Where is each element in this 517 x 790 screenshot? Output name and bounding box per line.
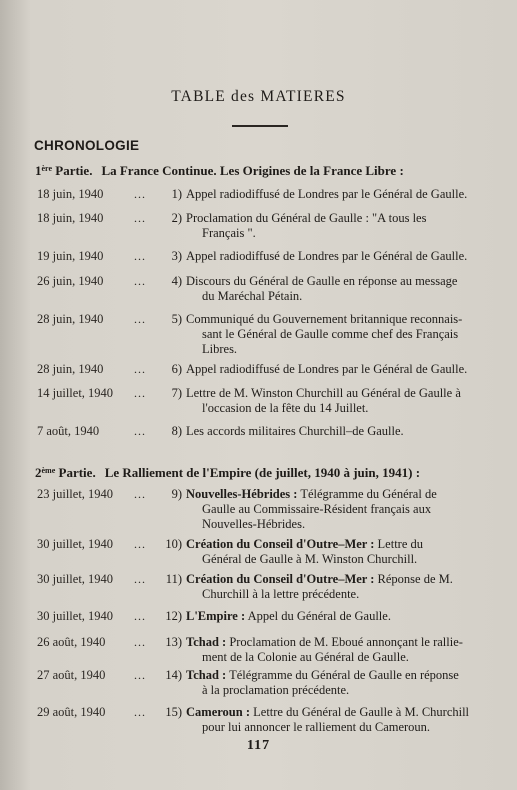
- toc-entry: [0, 487, 517, 535]
- entry-number: 10): [165, 537, 182, 551]
- entry-date: 30 juillet, 1940: [37, 572, 114, 586]
- entry-line-1: Télégramme du Général de: [297, 487, 437, 501]
- part-2-label: Partie.: [58, 465, 96, 480]
- entry-line-1: Communiqué du Gouvernement britannique reconnais-: [186, 312, 463, 326]
- entry-date: 30 juillet, 1940: [37, 609, 114, 623]
- entry-date: 28 juin, 1940: [37, 312, 104, 326]
- toc-entry: [0, 274, 517, 314]
- toc-entry: [0, 424, 517, 464]
- entry-line-1: Appel du Général de Gaulle.: [245, 609, 391, 623]
- entry-description: [186, 609, 476, 624]
- entry-number: 14): [165, 668, 182, 682]
- entry-description: [186, 487, 476, 532]
- entry-line-1: Discours du Général de Gaulle en réponse au message: [186, 274, 458, 288]
- entry-date: 28 juin, 1940: [37, 362, 104, 376]
- entry-line-2: du Maréchal Pétain.: [202, 289, 303, 303]
- toc-entry: [0, 211, 517, 251]
- entry-date: 29 août, 1940: [37, 705, 106, 719]
- part-1-ordinal: ère: [41, 164, 53, 173]
- entry-number: 4): [171, 274, 182, 288]
- page-number: 117: [246, 738, 271, 753]
- entry-number: 13): [165, 635, 182, 649]
- entry-heading: Tchad :: [186, 668, 227, 682]
- part-2-heading: [35, 465, 420, 481]
- entry-description: [186, 705, 476, 735]
- toc-entry: [0, 668, 517, 708]
- entry-line-2: à la proclamation précédente.: [202, 683, 350, 697]
- entry-line-1: Les accords militaires Churchill–de Gaulle.: [186, 424, 404, 438]
- entry-heading: L'Empire :: [186, 609, 246, 623]
- page-title: TABLE des MATIERES: [171, 88, 346, 105]
- entry-date: 26 août, 1940: [37, 635, 106, 649]
- entry-description: [186, 187, 476, 202]
- entry-number: 15): [165, 705, 182, 719]
- entry-line-1: Télégramme du Général de Gaulle en réponse: [226, 668, 459, 682]
- entry-description: [186, 362, 476, 377]
- leader-dots: ...: [134, 362, 146, 376]
- entry-number: 11): [165, 572, 182, 586]
- entry-description: [186, 312, 476, 357]
- entry-line-2: ment de la Colonie au Général de Gaulle.: [202, 650, 409, 664]
- entry-description: [186, 211, 476, 241]
- title-rule: [232, 125, 288, 127]
- part-1-number: 1: [35, 163, 42, 178]
- entry-line-2: Général de Gaulle à M. Winston Churchill.: [202, 552, 418, 566]
- toc-entry: [0, 572, 517, 612]
- leader-dots: ...: [134, 668, 146, 682]
- toc-entry: [0, 537, 517, 577]
- entry-heading: Tchad :: [186, 635, 227, 649]
- leader-dots: ...: [134, 211, 146, 225]
- entry-line-2: Churchill à la lettre précédente.: [202, 587, 360, 601]
- entry-description: [186, 668, 476, 698]
- leader-dots: ...: [134, 609, 146, 623]
- entry-description: [186, 537, 476, 567]
- leader-dots: ...: [134, 572, 146, 586]
- entry-line-1: Appel radiodiffusé de Londres par le Général de Gaulle.: [186, 362, 468, 376]
- entry-date: 30 juillet, 1940: [37, 537, 114, 551]
- entry-line-2: Gaulle au Commissaire-Résident français aux: [202, 502, 432, 516]
- entry-line-3: Libres.: [202, 342, 238, 356]
- entry-date: 18 juin, 1940: [37, 187, 104, 201]
- entry-heading: Nouvelles-Hébrides :: [186, 487, 298, 501]
- entry-date: 14 juillet, 1940: [37, 386, 114, 400]
- entry-date: 18 juin, 1940: [37, 211, 104, 225]
- entry-description: [186, 249, 476, 264]
- entry-date: 7 août, 1940: [37, 424, 100, 438]
- leader-dots: ...: [134, 635, 146, 649]
- part-2-title: Le Ralliement de l'Empire (de juillet, 1940 à juin, 1941) :: [104, 465, 421, 480]
- entry-date: 23 juillet, 1940: [37, 487, 114, 501]
- toc-entry: [0, 312, 517, 360]
- entry-line-1: Proclamation du Général de Gaulle : "A tous les: [186, 211, 427, 225]
- entry-line-1: Lettre du Général de Gaulle à M. Churchill: [250, 705, 470, 719]
- entry-number: 9): [171, 487, 182, 501]
- part-1-heading: [35, 163, 404, 179]
- entry-number: 6): [171, 362, 182, 376]
- entry-line-1: Lettre de M. Winston Churchill au Général de Gaulle à: [186, 386, 461, 400]
- entry-line-2: l'occasion de la fête du 14 Juillet.: [202, 401, 369, 415]
- part-1-label: Partie.: [55, 163, 93, 178]
- leader-dots: ...: [134, 312, 146, 326]
- leader-dots: ...: [134, 187, 146, 201]
- leader-dots: ...: [134, 487, 146, 501]
- leader-dots: ...: [134, 424, 146, 438]
- entry-description: [186, 572, 476, 602]
- entry-line-3: Nouvelles-Hébrides.: [202, 517, 306, 531]
- entry-number: 1): [171, 187, 182, 201]
- entry-line-1: Appel radiodiffusé de Londres par le Général de Gaulle.: [186, 187, 468, 201]
- entry-number: 2): [171, 211, 182, 225]
- entry-description: [186, 635, 476, 665]
- section-heading: CHRONOLOGIE: [34, 138, 140, 153]
- entry-description: [186, 386, 476, 416]
- leader-dots: ...: [134, 249, 146, 263]
- entry-line-1: Proclamation de M. Eboué annonçant le rallie-: [226, 635, 463, 649]
- entry-date: 26 juin, 1940: [37, 274, 104, 288]
- entry-number: 3): [171, 249, 182, 263]
- leader-dots: ...: [134, 274, 146, 288]
- entry-line-1: Appel radiodiffusé de Londres par le Général de Gaulle.: [186, 249, 468, 263]
- entry-heading: Création du Conseil d'Outre–Mer :: [186, 572, 375, 586]
- entry-line-1: Réponse de M.: [374, 572, 453, 586]
- entry-number: 7): [171, 386, 182, 400]
- part-2-ordinal: ème: [41, 466, 56, 475]
- entry-line-2: sant le Général de Gaulle comme chef des Français: [202, 327, 459, 341]
- entry-number: 5): [171, 312, 182, 326]
- entry-number: 8): [171, 424, 182, 438]
- part-2-number: 2: [35, 465, 42, 480]
- entry-line-2: Français ".: [202, 226, 256, 240]
- leader-dots: ...: [134, 537, 146, 551]
- leader-dots: ...: [134, 705, 146, 719]
- entry-heading: Cameroun :: [186, 705, 251, 719]
- entry-number: 12): [165, 609, 182, 623]
- entry-line-1: Lettre du: [374, 537, 424, 551]
- entry-description: [186, 274, 476, 304]
- toc-entry: [0, 386, 517, 426]
- entry-date: 27 août, 1940: [37, 668, 106, 682]
- part-1-title: La France Continue. Les Origines de la France Libre :: [101, 163, 404, 178]
- entry-line-2: pour lui annoncer le ralliement du Cameroun.: [202, 720, 431, 734]
- entry-heading: Création du Conseil d'Outre–Mer :: [186, 537, 375, 551]
- entry-date: 19 juin, 1940: [37, 249, 104, 263]
- entry-description: [186, 424, 476, 439]
- leader-dots: ...: [134, 386, 146, 400]
